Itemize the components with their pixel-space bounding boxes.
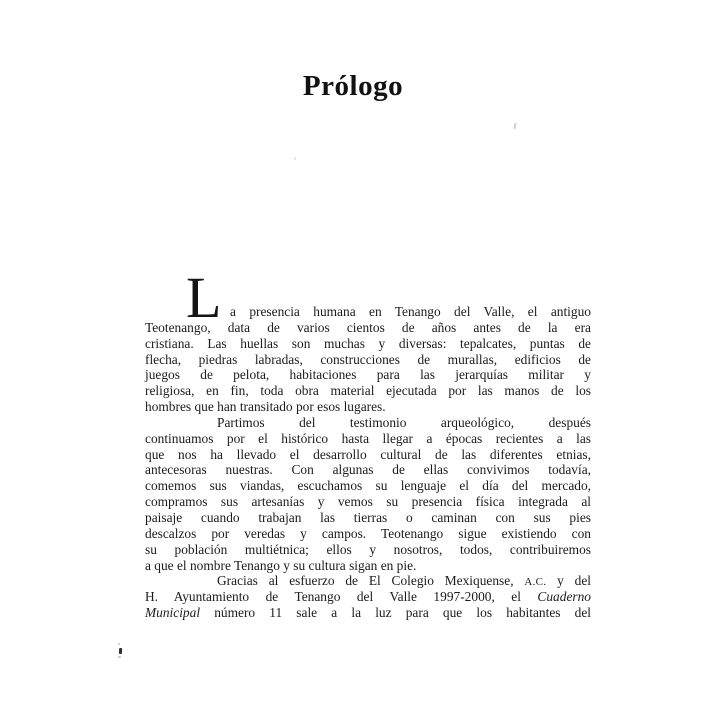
body-line: juegos de pelota, habitaciones para las jerarquías militar y bbox=[145, 367, 591, 383]
body-line: a que el nombre Tenango y su cultura sigan en pie. bbox=[145, 557, 417, 573]
body-line: Partimos del testimonio arqueológico, después bbox=[217, 414, 591, 430]
body-line: flecha, piedras labradas, construcciones de murallas, edificios de bbox=[145, 351, 591, 367]
body-line: continuamos por el histórico hasta llegar a épocas recientes a las bbox=[145, 430, 591, 446]
ink-speck bbox=[118, 643, 120, 645]
italic-title-segment: Municipal bbox=[145, 605, 201, 621]
body-text-segment: Gracias al esfuerzo de El Colegio Mexiquense, bbox=[217, 573, 525, 589]
ink-speck bbox=[118, 656, 121, 658]
body-line: Teotenango, data de varios cientos de años antes de la era bbox=[145, 319, 591, 335]
body-line: que nos ha llevado el desarrollo cultural de las diferentes etnias, bbox=[145, 446, 591, 462]
body-text-segment: H. Ayuntamiento de Tenango del Valle 1997-2000, el bbox=[145, 589, 538, 605]
body-line: hombres que han transitado por esos lugares. bbox=[145, 399, 386, 415]
body-line bbox=[145, 605, 591, 621]
small-caps-segment: A.C. bbox=[524, 576, 547, 589]
body-line: cristiana. Las huellas son muchas y diversas: tepalcates, puntas de bbox=[145, 335, 591, 351]
ink-speck bbox=[119, 648, 122, 654]
page-title: Prólogo bbox=[302, 70, 404, 102]
italic-title-segment: Cuaderno bbox=[537, 589, 591, 605]
drop-cap-letter: L bbox=[186, 265, 222, 330]
ink-speck bbox=[294, 157, 296, 160]
body-line: comemos sus viandas, escuchamos su lenguaje el día del mercado, bbox=[145, 478, 591, 494]
body-line: paisaje cuando trabajan las tierras o caminan con sus pies bbox=[145, 509, 591, 525]
body-text-segment: y del bbox=[546, 573, 592, 589]
body-text-segment: número 11 sale a la luz para que los habitantes del bbox=[200, 605, 591, 621]
body-line: descalzos por veredas y campos. Teotenango sigue existiendo con bbox=[145, 525, 591, 541]
prologue-text-block bbox=[145, 304, 591, 621]
body-line bbox=[145, 573, 591, 589]
body-line bbox=[145, 589, 591, 605]
body-line: a presencia humana en Tenango del Valle, el antiguo bbox=[230, 304, 591, 319]
body-line: religiosa, en fin, toda obra material ejecutada por las manos de los bbox=[145, 383, 591, 399]
body-line: compramos sus artesanías y vemos su presencia física integrada al bbox=[145, 494, 591, 510]
ink-speck bbox=[514, 123, 517, 129]
body-line: antecesoras nuestras. Con algunas de ellas convivimos todavía, bbox=[145, 462, 591, 478]
body-line: su población multiétnica; ellos y nosotros, todos, contribuiremos bbox=[145, 541, 591, 557]
